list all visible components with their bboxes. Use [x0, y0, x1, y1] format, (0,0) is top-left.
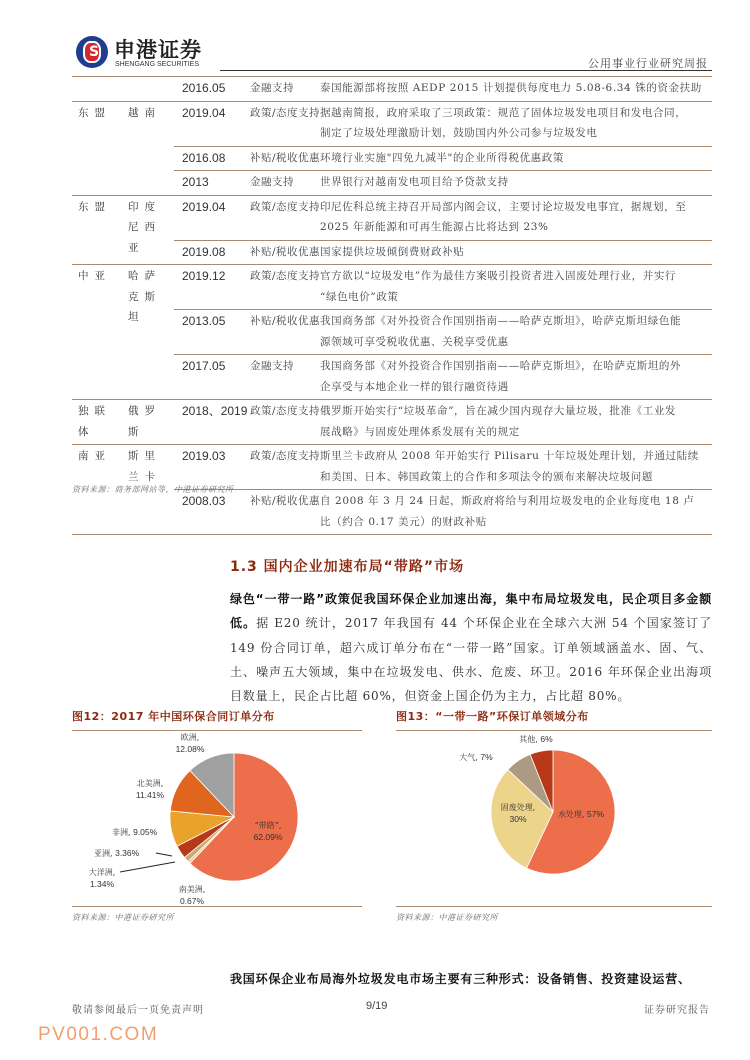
cell-description: 官方欲以“垃圾发电”作为最佳方案吸引投资者进入固废处理行业，并实行 [320, 270, 677, 282]
row-divider [174, 170, 712, 171]
cell-description: 企享受与本地企业一样的银行融资待遇 [320, 380, 509, 393]
slice-value: 3.36% [115, 848, 140, 858]
slice-name: 亚洲 [94, 849, 110, 858]
slice-name: 水处理 [557, 810, 582, 819]
cell-country [128, 103, 172, 124]
cell-description: 据越南简报，政府采取了三项政策：规范了固体垃圾发电项目和发电合同， [320, 106, 687, 119]
cell-policy-type: 金融支持 [250, 82, 294, 94]
paragraph-body: 据 E20 统计，2017 年我国有 44 个环保企业在全球六大洲 54 个国家签订了 149 份合同订单，超六成订单分布在“一带一路”国家。订单领域涵盖水、固、气、土、噪声五大领域，集中在垃圾发电、供水、危废、环卫。2016 年环保企业出海项目数量上，民企占比超 60%，但资金上国企仍为主力，占比超 80%。 [230, 616, 712, 704]
row-divider [72, 444, 712, 445]
cell-date: 2017.05 [182, 359, 226, 373]
slice-value: 6% [540, 734, 553, 744]
slice-name: 非洲 [112, 828, 128, 837]
cell-country-text: 印度尼西亚 [128, 200, 161, 254]
chart-order-distribution [72, 708, 362, 928]
cell-policy-type: 补贴/税收优惠 [250, 315, 321, 327]
cell-description: 我国商务部《对外投资合作国别指南——哈萨克斯坦》，哈萨克斯坦绿色能 [320, 315, 682, 327]
cell-date: 2013.05 [182, 314, 226, 328]
row-divider [174, 309, 712, 310]
slice-value: 1.34% [89, 879, 115, 889]
cell-region-text: 东盟 [78, 200, 111, 213]
slice-name: 其他 [519, 735, 536, 744]
table-row [72, 354, 712, 399]
section-heading: 1.3 国内企业加速布局“带路”市场 [230, 559, 465, 575]
cell-country-text: 哈萨克斯坦 [128, 270, 161, 323]
cell-country [128, 401, 172, 442]
slice-label [176, 732, 205, 754]
cell-description: 制定了垃圾处理激励计划，鼓励国内外公司参与垃圾发电 [320, 127, 598, 139]
slice-label [519, 734, 553, 744]
table-row [72, 76, 712, 101]
cell-description: 源领域可享受税收优惠、关税享受优惠 [320, 335, 509, 348]
slice-label [112, 827, 158, 837]
cell-description: 世界银行对越南发电项目给予贷款支持 [320, 176, 509, 188]
cell-region [78, 446, 122, 467]
slice-separator: , [532, 803, 536, 812]
cell-country-text: 斯里兰卡 [128, 450, 161, 483]
slice-name: 大洋洲 [88, 868, 113, 877]
leader-line [120, 862, 175, 872]
chart-bottom-rule [72, 906, 362, 907]
slice-label [459, 752, 493, 762]
slice-value: 11.41% [135, 790, 165, 800]
slice-separator: , [110, 849, 116, 858]
page-header [72, 34, 712, 74]
cell-policy-type: 政策/态度支持 [250, 106, 321, 119]
cell-policy-type: 金融支持 [250, 176, 294, 188]
slice-separator: , [196, 733, 200, 742]
cell-description: 俄罗斯开始实行“垃圾革命”，旨在减少国内现存大量垃圾，批准《工业发 [320, 405, 677, 417]
cell-date: 2019.04 [182, 199, 226, 214]
cell-country [128, 266, 172, 328]
cell-date: 2019.04 [182, 105, 226, 120]
slice-separator: , [535, 735, 541, 744]
pie-chart-domains [396, 732, 712, 904]
slice-value: 30% [509, 814, 527, 824]
pie-chart-regions [72, 732, 362, 904]
footer-doc-type: 证券研究报告 [644, 1005, 710, 1016]
logo-english-name: SHENGANG SECURITIES [115, 61, 200, 68]
row-divider [174, 354, 712, 355]
cell-region-text: 中亚 [78, 270, 111, 282]
cell-description: 自 2008 年 3 月 24 日起，斯政府将给与利用垃圾发电的企业每度电 18 卢 [320, 495, 695, 507]
slice-separator: , [128, 828, 134, 837]
company-logo [72, 34, 232, 74]
cell-policy-type: 政策/态度支持 [250, 405, 321, 417]
cell-date: 2008.03 [182, 494, 226, 508]
slice-value: 0.67% [179, 896, 205, 906]
cell-date: 2018、2019 [182, 404, 248, 418]
slice-name: 大气 [459, 753, 476, 762]
cell-country-text: 俄罗斯 [128, 405, 161, 438]
slice-name: 欧洲 [180, 733, 197, 742]
row-divider [72, 399, 712, 400]
cell-description: 国家提供垃圾倾倒费财政补贴 [320, 245, 465, 258]
cell-country [128, 197, 172, 259]
cell-description: 展战略》与固废处理体系发展有关的规定 [320, 425, 520, 438]
chart-belt-road-domains [396, 708, 712, 928]
chart-title: 图12：2017 年中国环保合同订单分布 [72, 710, 275, 723]
chart-source-note: 资料来源：中港证券研究所 [396, 913, 498, 922]
cell-description: 比（约合 0.17 美元）的财政补贴 [320, 515, 487, 528]
cell-policy-type: 补贴/税收优惠 [250, 245, 321, 258]
table-row [72, 146, 712, 171]
slice-name: “带路” [254, 821, 279, 830]
cell-region [78, 197, 122, 218]
cell-date: 2016.08 [182, 150, 226, 165]
logo-chinese-name: 申港证券 [114, 38, 202, 62]
cell-policy-type: 政策/态度支持 [250, 270, 321, 282]
report-title: 公用事业行业研究周报 [588, 57, 708, 70]
table-row [72, 170, 712, 195]
cell-region-text: 独联体 [78, 405, 111, 438]
chart-title: 图13：“一带一路”环保订单领域分布 [396, 710, 589, 723]
row-divider [72, 195, 712, 196]
row-divider [174, 489, 712, 490]
cell-region-text: 南亚 [78, 450, 111, 462]
paragraph-lead: 绿色“一带一路”政策促我国环保企业加速出海，集中布局垃圾发电，民企项目多金额低。 [230, 592, 712, 631]
row-divider [174, 240, 712, 241]
cell-description: 2025 年新能源和可再生能源占比将达到 23% [320, 221, 549, 233]
table-bottom-rule [72, 534, 712, 535]
cell-description: 斯里兰卡政府从 2008 年开始实行 Pilisaru 十年垃圾处理计划，并通过陆续 [320, 450, 699, 462]
slice-label [94, 848, 140, 858]
slice-value: 7% [480, 752, 493, 762]
continuation-paragraph: 我国环保企业布局海外垃圾发电市场主要有三种形式：设备销售、投资建设运营、 [230, 972, 691, 986]
slice-separator: , [581, 810, 588, 819]
cell-description: “绿色电价”政策 [320, 290, 399, 303]
cell-date: 2019.08 [182, 244, 226, 259]
cell-region [78, 401, 122, 442]
cell-date: 2019.03 [182, 449, 226, 463]
chart-title-rule [72, 730, 362, 731]
chart-bottom-rule [396, 906, 712, 907]
slice-separator: , [278, 821, 282, 830]
cell-region-text: 东盟 [78, 106, 111, 119]
cell-policy-type: 补贴/税收优惠 [250, 151, 321, 164]
cell-country-text: 越南 [128, 106, 161, 119]
page-number: 9/19 [366, 1000, 388, 1012]
slice-label [558, 809, 605, 819]
slice-name: 北美洲 [136, 779, 161, 788]
section-paragraph [230, 587, 712, 708]
cell-policy-type: 金融支持 [250, 360, 294, 372]
slice-name: 南美洲 [178, 885, 203, 894]
slice-value: 12.08% [175, 744, 205, 754]
cell-description: 环境行业实施"四免九减半"的企业所得税优惠政策 [320, 151, 564, 164]
cell-region [78, 266, 122, 287]
cell-policy-type: 补贴/税收优惠 [250, 495, 321, 507]
row-divider [72, 101, 712, 102]
cell-policy-type: 政策/态度支持 [250, 200, 321, 213]
cell-description: 泰国能源部将按照 AEDP 2015 计划提供每度电力 5.08-6.34 铢的资金扶助 [320, 82, 702, 94]
slice-label [89, 867, 116, 889]
chart-title-rule [396, 730, 712, 731]
leader-line [156, 853, 172, 856]
slice-separator: , [202, 885, 206, 894]
cell-description: 印尼佐科总统主持召开局部内阁会议，主要讨论垃圾发电事宜，据规划，至 [320, 200, 687, 213]
slice-value: 9.05% [133, 827, 158, 837]
slice-value: 57% [587, 809, 605, 819]
cell-policy-type: 政策/态度支持 [250, 450, 321, 462]
table-row [72, 489, 712, 534]
slice-separator: , [160, 779, 164, 788]
watermark: PV001.COM [38, 1024, 159, 1045]
chart-source-note: 资料来源：中港证券研究所 [72, 913, 174, 922]
slice-separator: , [112, 868, 116, 877]
cell-description: 和美国、日本、韩国政策上的合作和多项法令的颁布来解决垃圾问题 [320, 470, 653, 483]
slice-label [179, 884, 206, 906]
row-divider [72, 264, 712, 265]
logo-mark: S [88, 44, 100, 60]
slice-label [136, 778, 165, 800]
cell-region [78, 103, 122, 124]
slice-value: 62.09% [253, 832, 283, 842]
cell-country [128, 446, 172, 487]
table-source-note: 资料来源：商务部网站等，中港证券研究所 [72, 485, 234, 494]
row-divider [174, 146, 712, 147]
cell-description: 我国商务部《对外投资合作国别指南——哈萨克斯坦》，在哈萨克斯坦的外 [320, 360, 682, 372]
slice-separator: , [475, 753, 481, 762]
slice-name: 固废处理 [500, 803, 533, 812]
cell-date: 2013 [182, 175, 209, 189]
cell-date: 2019.12 [182, 269, 226, 283]
logo-emblem-icon [76, 36, 108, 68]
footer-disclaimer: 敬请参阅最后一页免责声明 [72, 1005, 204, 1016]
cell-date: 2016.05 [182, 81, 226, 95]
